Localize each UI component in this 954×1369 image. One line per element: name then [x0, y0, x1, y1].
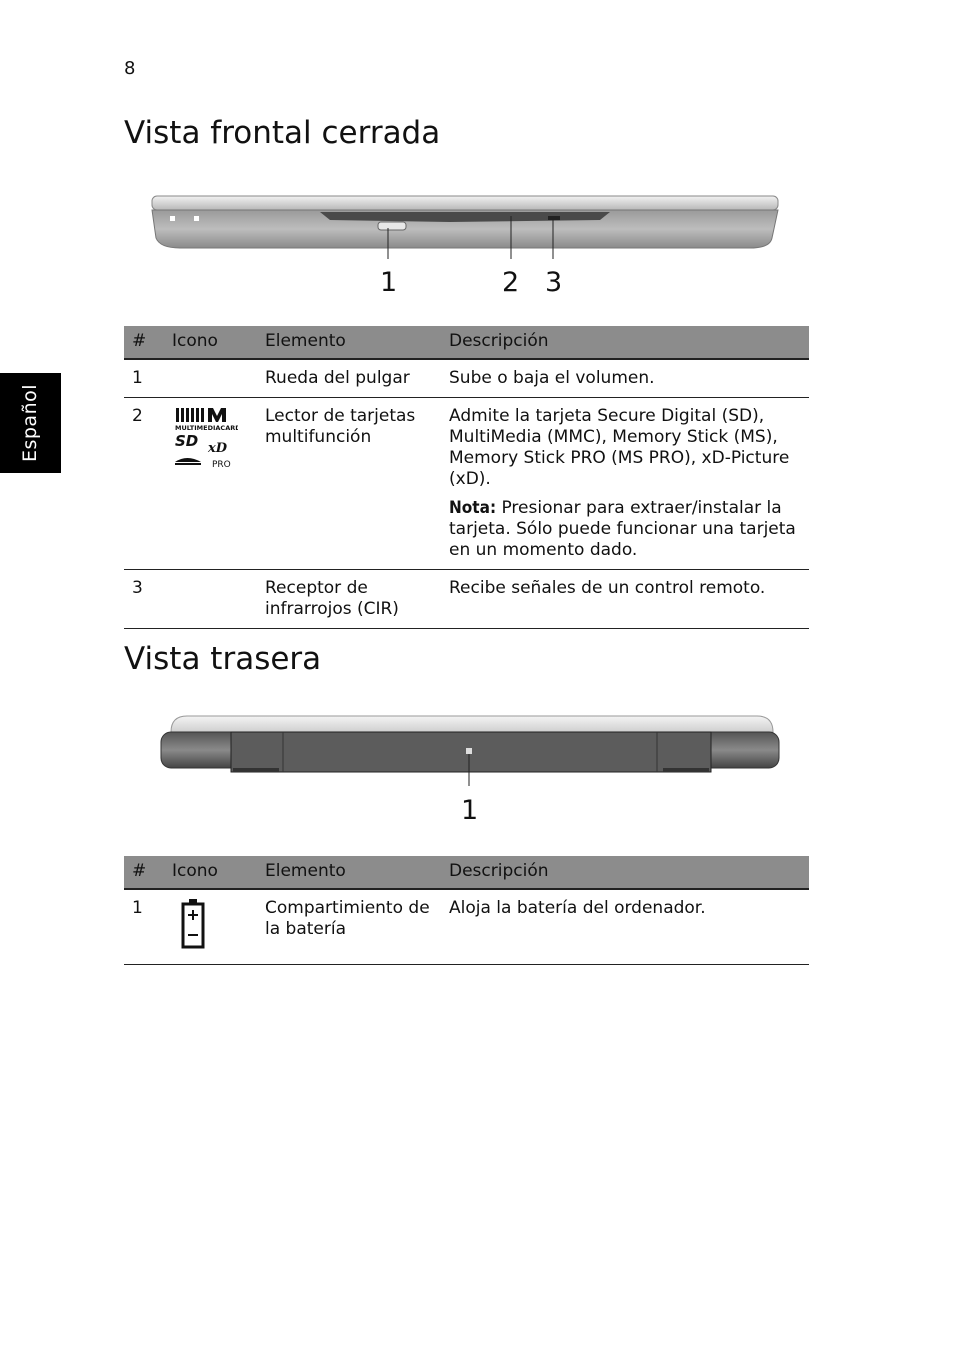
row-description-cell [441, 398, 809, 570]
table-header-row [124, 326, 809, 359]
row-icon [164, 570, 257, 629]
row-icon [164, 359, 257, 398]
svg-text:SD: SD [175, 432, 199, 450]
row-element: Lector de tarjetas multifunción [257, 398, 441, 570]
callout-rear-1: 1 [461, 795, 479, 826]
note-label: Nota: [449, 498, 497, 518]
row-description: Sube o baja el volumen. [441, 359, 809, 398]
row-icon [164, 889, 257, 965]
header-icon: Icono [164, 856, 257, 889]
table-row [124, 398, 809, 570]
callout-1: 1 [380, 267, 398, 298]
note-text: Presionar para extraer/instalar la tarjeta. Sólo puede funcionar una tarjeta en un momento dado. [449, 498, 796, 560]
row-number: 1 [124, 359, 164, 398]
battery-icon [172, 898, 212, 950]
svg-text:xD: xD [208, 441, 228, 456]
callout-3: 3 [545, 267, 563, 298]
header-element: Elemento [257, 326, 441, 359]
language-tab-label: Español [19, 383, 42, 463]
page-number: 8 [124, 58, 136, 79]
callout-2: 2 [502, 267, 520, 298]
row-description: Admite la tarjeta Secure Digital (SD), MultiMedia (MMC), Memory Stick (MS), Memory Stick PRO (MS PRO), xD-Picture (xD). [449, 406, 790, 489]
row-element: Compartimiento de la batería [257, 889, 441, 965]
row-description: Recibe señales de un control remoto. [441, 570, 809, 629]
header-number: # [124, 326, 164, 359]
multimediacard-sd-xd-ms-pro-icon [172, 406, 238, 470]
row-description: Aloja la batería del ordenador. [441, 889, 809, 965]
header-element: Elemento [257, 856, 441, 889]
mmc-logo-text: MULTIMEDIACARD [175, 424, 238, 432]
table-row [124, 570, 809, 629]
table-header-row [124, 856, 809, 889]
language-tab [0, 373, 61, 473]
laptop-front-closed-illustration [150, 192, 780, 262]
header-description: Descripción [441, 326, 809, 359]
row-number: 1 [124, 889, 164, 965]
table-row [124, 889, 809, 965]
row-number: 2 [124, 398, 164, 570]
row-number: 3 [124, 570, 164, 629]
section-title-front: Vista frontal cerrada [124, 115, 441, 151]
row-element: Receptor de infrarrojos (CIR) [257, 570, 441, 629]
row-note [449, 498, 803, 561]
header-icon: Icono [164, 326, 257, 359]
header-description: Descripción [441, 856, 809, 889]
row-element: Rueda del pulgar [257, 359, 441, 398]
row-icon [164, 398, 257, 570]
header-number: # [124, 856, 164, 889]
pro-logo-text: PRO [212, 460, 231, 470]
rear-components-table [124, 856, 809, 965]
table-row [124, 359, 809, 398]
laptop-rear-illustration [157, 712, 782, 790]
front-components-table [124, 326, 809, 629]
section-title-rear: Vista trasera [124, 641, 322, 677]
